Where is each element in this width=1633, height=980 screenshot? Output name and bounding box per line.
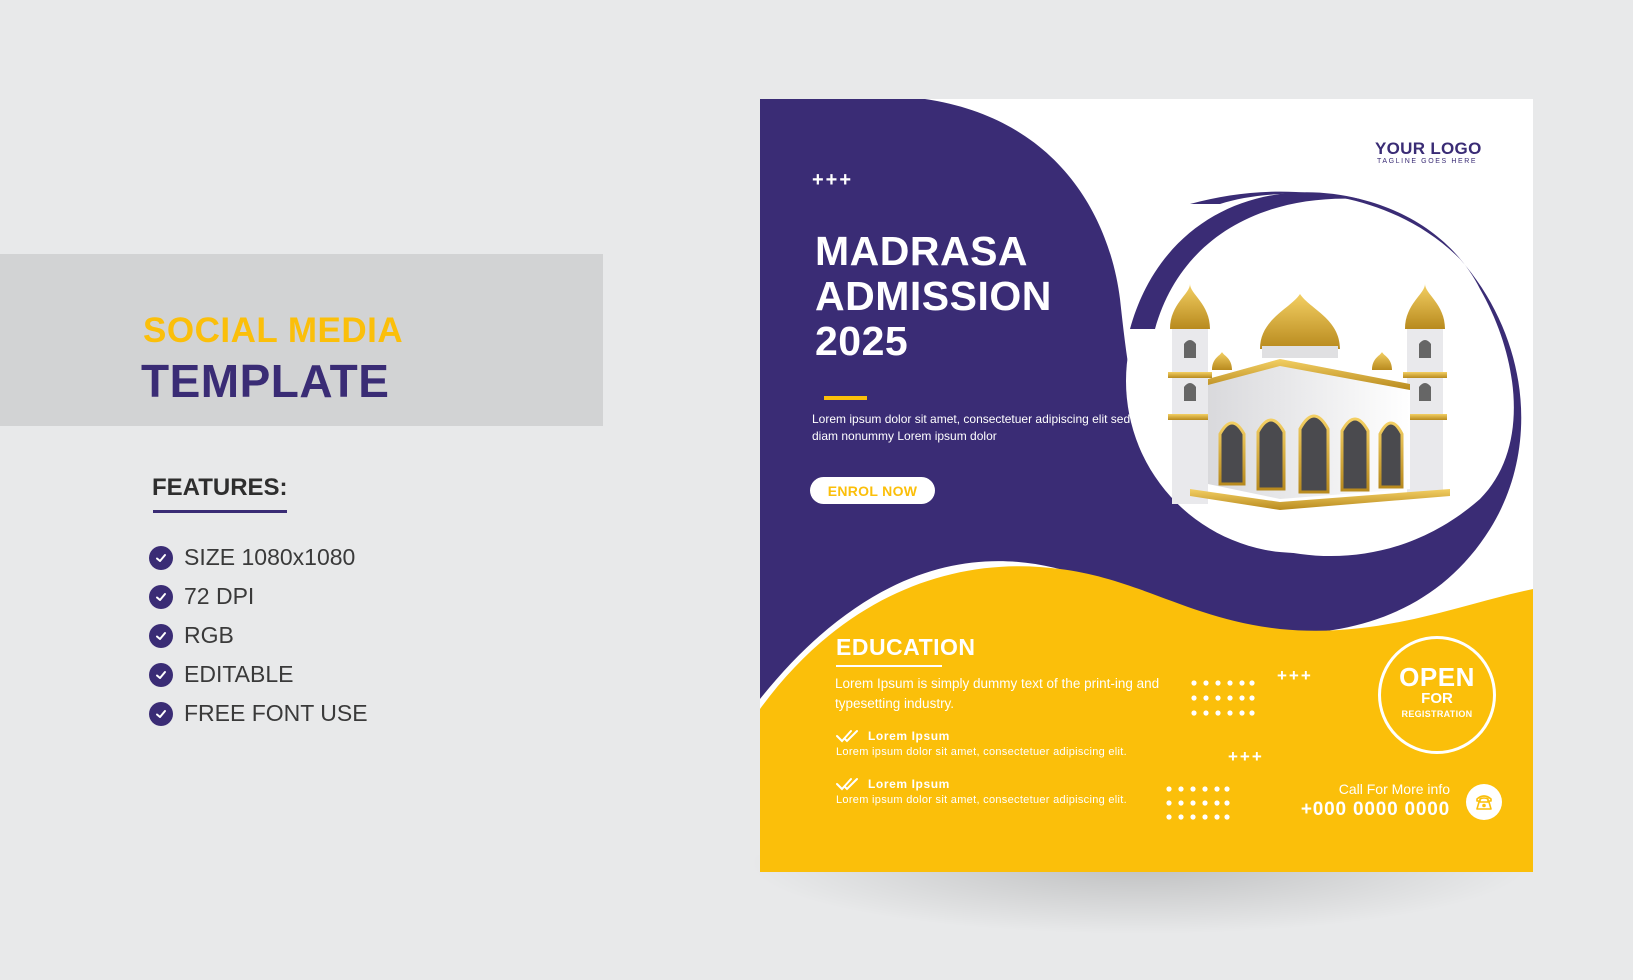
- features-list: [149, 538, 368, 733]
- phone-icon[interactable]: [1466, 784, 1502, 820]
- plus-decoration: +++: [812, 169, 854, 191]
- open-text: OPEN: [1399, 662, 1475, 692]
- title-line: MADRASA: [815, 228, 1029, 274]
- feature-label: FREE FONT USE: [184, 700, 368, 726]
- title-line: ADMISSION: [815, 273, 1052, 319]
- registration-text: REGISTRATION: [1401, 709, 1473, 719]
- title-accent-bar: [824, 396, 867, 400]
- banner-title-line1: SOCIAL MEDIA: [143, 311, 404, 350]
- feature-label: SIZE 1080x1080: [184, 544, 356, 570]
- enrol-now-button[interactable]: ENROL NOW: [810, 477, 935, 504]
- feature-item: [149, 616, 368, 655]
- check-label: Lorem Ipsum: [868, 777, 950, 791]
- education-description: Lorem Ipsum is simply dummy text of the print-ing and typesetting industry.: [835, 676, 1160, 711]
- flyer-card: [760, 99, 1533, 872]
- mosque-icon: [1150, 284, 1460, 514]
- feature-item: [149, 694, 368, 733]
- plus-decoration: +++: [1228, 747, 1264, 766]
- check-circle-icon: [149, 702, 173, 726]
- flyer-title: [815, 229, 1135, 364]
- brand-tagline: TAGLINE GOES HERE: [1377, 158, 1478, 165]
- phone-number[interactable]: +000 0000 0000: [1300, 799, 1450, 820]
- brand-logo: YOUR LOGO: [1375, 139, 1482, 158]
- banner-title-line2: TEMPLATE: [141, 355, 390, 407]
- feature-item: [149, 655, 368, 694]
- call-info-label: Call For More info: [1338, 781, 1450, 797]
- dot-grid-decoration: [1190, 679, 1256, 717]
- feature-label: 72 DPI: [184, 583, 255, 609]
- feature-label: RGB: [184, 622, 234, 648]
- education-underline: [836, 665, 942, 667]
- feature-label: EDITABLE: [184, 661, 294, 687]
- check-circle-icon: [149, 585, 173, 609]
- feature-item: [149, 577, 368, 616]
- plus-decoration: +++: [1277, 666, 1313, 685]
- education-heading: EDUCATION: [836, 634, 976, 660]
- check-description: Lorem ipsum dolor sit amet, consectetuer adipiscing elit.: [836, 746, 1128, 758]
- for-text: FOR: [1421, 690, 1453, 707]
- feature-item: [149, 538, 368, 577]
- check-label: Lorem Ipsum: [868, 729, 950, 743]
- checkmark-icon: [836, 777, 862, 791]
- features-heading: FEATURES:: [152, 474, 288, 501]
- features-underline: [153, 510, 287, 513]
- check-circle-icon: [149, 663, 173, 687]
- checkmark-icon: [836, 729, 862, 743]
- check-circle-icon: [149, 624, 173, 648]
- check-item: [836, 777, 1136, 806]
- flyer-description: Lorem ipsum dolor sit amet, consectetuer adipiscing elit sed diam nonummy Lorem ipsum dolor: [812, 412, 1131, 443]
- open-registration-badge: [1378, 636, 1496, 754]
- dot-grid-decoration: [1165, 785, 1231, 821]
- check-description: Lorem ipsum dolor sit amet, consectetuer adipiscing elit.: [836, 794, 1128, 806]
- title-line: 2025: [815, 318, 909, 364]
- check-circle-icon: [149, 546, 173, 570]
- check-item: [836, 729, 1136, 758]
